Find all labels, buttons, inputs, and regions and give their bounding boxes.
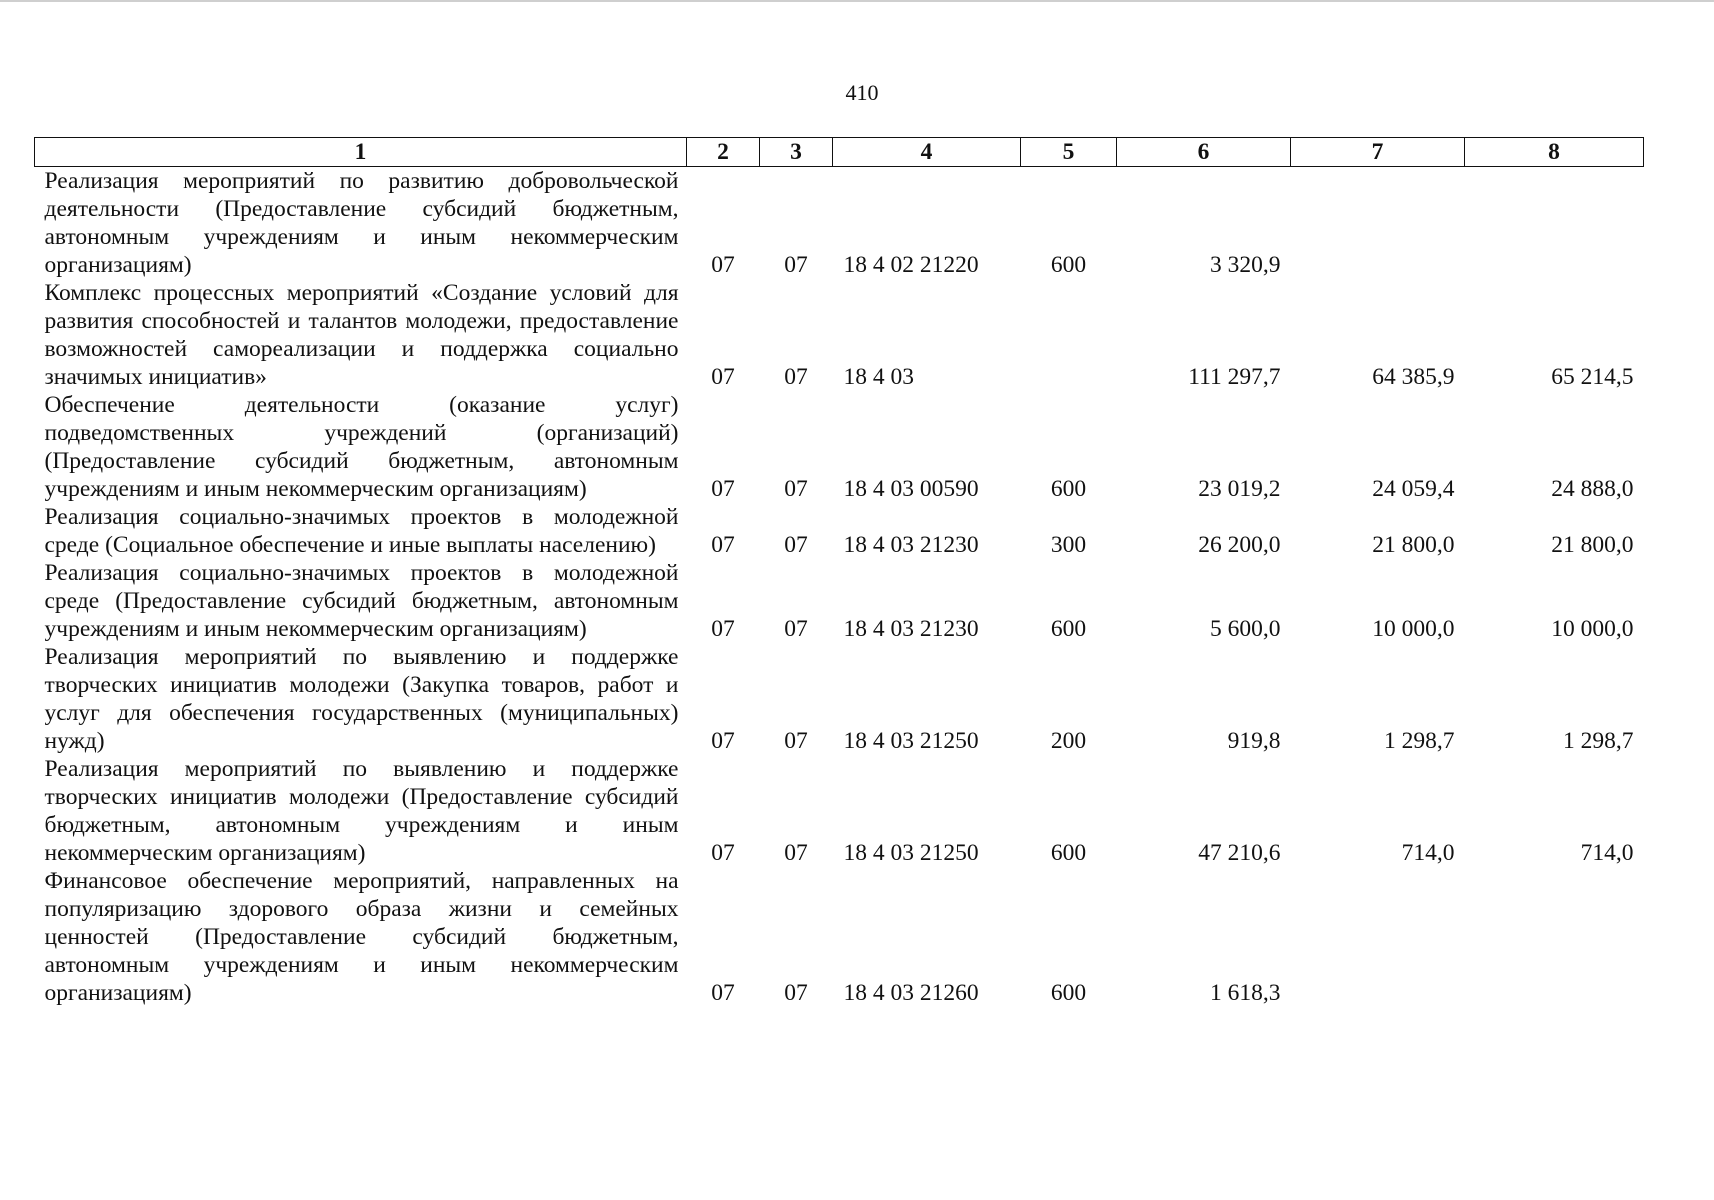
row-description: Реализация мероприятий по выявлению и поддержке творческих инициатив молодежи (Закупка товаров, работ и услуг для обеспечения государственных (муниципальных) нужд) xyxy=(44,644,679,754)
row-section: 07 xyxy=(711,616,735,642)
row-section: 07 xyxy=(711,252,735,278)
row-description: Финансовое обеспечение мероприятий, направленных на популяризацию здорового образа жизни и семейных ценностей (Предоставление субсидий бюджетным, автономным учреждениям и иным некоммерческим организациям) xyxy=(44,868,679,1006)
header-col-7: 7 xyxy=(1291,138,1465,167)
row-amount-7: 21 800,0 xyxy=(1372,532,1455,558)
header-col-2: 2 xyxy=(687,138,760,167)
table-row xyxy=(35,755,1644,867)
row-amount-8: 714,0 xyxy=(1580,840,1634,866)
row-amount-8: 10 000,0 xyxy=(1551,616,1634,642)
row-amount-6: 1 618,3 xyxy=(1210,980,1281,1006)
table-row xyxy=(35,867,1644,1007)
row-description: Реализация мероприятий по развитию добровольческой деятельности (Предоставление субсидий бюджетным, автономным учреждениям и иным некоммерческим организациям) xyxy=(44,168,679,278)
row-amount-7: 64 385,9 xyxy=(1372,364,1455,390)
row-section: 07 xyxy=(711,980,735,1006)
header-col-1: 1 xyxy=(35,138,687,167)
header-col-8: 8 xyxy=(1465,138,1644,167)
row-subsection: 07 xyxy=(784,476,808,502)
row-expense-type: 600 xyxy=(1050,616,1087,642)
header-col-6: 6 xyxy=(1117,138,1291,167)
row-description: Комплекс процессных мероприятий «Создание условий для развития способностей и талантов молодежи, предоставление возможностей самореализации и поддержка социально значимых инициатив» xyxy=(44,280,679,390)
table-row xyxy=(35,279,1644,391)
row-target-code: 18 4 03 21260 xyxy=(843,980,979,1006)
row-subsection: 07 xyxy=(784,616,808,642)
row-amount-7 xyxy=(1291,867,1465,1007)
row-subsection: 07 xyxy=(784,728,808,754)
row-amount-7 xyxy=(1291,167,1465,280)
row-amount-7: 10 000,0 xyxy=(1372,616,1455,642)
row-amount-6: 111 297,7 xyxy=(1188,364,1281,390)
row-expense-type: 600 xyxy=(1050,252,1087,278)
row-section: 07 xyxy=(711,840,735,866)
header-col-5: 5 xyxy=(1021,138,1117,167)
table-row xyxy=(35,503,1644,559)
row-target-code: 18 4 03 21250 xyxy=(843,728,979,754)
row-subsection: 07 xyxy=(784,532,808,558)
row-expense-type: 600 xyxy=(1050,980,1087,1006)
row-amount-6: 47 210,6 xyxy=(1198,840,1281,866)
row-amount-7: 714,0 xyxy=(1401,840,1455,866)
table-row xyxy=(35,643,1644,755)
table-row xyxy=(35,559,1644,643)
row-section: 07 xyxy=(711,476,735,502)
row-target-code: 18 4 03 21230 xyxy=(843,532,979,558)
row-description: Реализация мероприятий по выявлению и поддержке творческих инициатив молодежи (Предоставление субсидий бюджетным, автономным учреждениям и иным некоммерческим организациям) xyxy=(44,756,679,866)
table-row xyxy=(35,167,1644,280)
row-subsection: 07 xyxy=(784,252,808,278)
row-amount-6: 919,8 xyxy=(1227,728,1281,754)
row-description: Обеспечение деятельности (оказание услуг) подведомственных учреждений (организаций) (Предоставление субсидий бюджетным, автономным учреждениям и иным некоммерческим организациям) xyxy=(44,392,679,502)
table-row xyxy=(35,391,1644,503)
row-subsection: 07 xyxy=(784,980,808,1006)
header-row xyxy=(35,138,1644,167)
row-target-code: 18 4 03 00590 xyxy=(843,476,979,502)
row-amount-8 xyxy=(1465,867,1644,1007)
row-amount-8: 65 214,5 xyxy=(1551,364,1634,390)
row-amount-8: 24 888,0 xyxy=(1551,476,1634,502)
row-amount-8 xyxy=(1465,167,1644,280)
row-subsection: 07 xyxy=(784,840,808,866)
row-amount-8: 1 298,7 xyxy=(1563,728,1634,754)
row-amount-6: 5 600,0 xyxy=(1210,616,1281,642)
row-section: 07 xyxy=(711,532,735,558)
row-amount-7: 1 298,7 xyxy=(1384,728,1455,754)
row-section: 07 xyxy=(711,364,735,390)
row-amount-6: 3 320,9 xyxy=(1210,252,1281,278)
row-expense-type xyxy=(1021,279,1117,391)
row-amount-6: 26 200,0 xyxy=(1198,532,1281,558)
row-target-code: 18 4 03 21230 xyxy=(843,616,979,642)
row-section: 07 xyxy=(711,728,735,754)
row-amount-8: 21 800,0 xyxy=(1551,532,1634,558)
scan-edge-line xyxy=(0,0,1714,2)
row-expense-type: 600 xyxy=(1050,840,1087,866)
header-col-4: 4 xyxy=(833,138,1021,167)
row-expense-type: 200 xyxy=(1050,728,1087,754)
row-description: Реализация социально-значимых проектов в молодежной среде (Социальное обеспечение и иные выплаты населению) xyxy=(44,504,679,558)
row-expense-type: 300 xyxy=(1050,532,1087,558)
header-col-3: 3 xyxy=(760,138,833,167)
row-target-code: 18 4 03 21250 xyxy=(843,840,979,866)
row-target-code: 18 4 03 xyxy=(843,364,914,390)
row-target-code: 18 4 02 21220 xyxy=(843,252,979,278)
row-subsection: 07 xyxy=(784,364,808,390)
row-expense-type: 600 xyxy=(1050,476,1087,502)
row-amount-6: 23 019,2 xyxy=(1198,476,1281,502)
row-amount-7: 24 059,4 xyxy=(1372,476,1455,502)
page-number: 410 xyxy=(845,80,879,105)
budget-table xyxy=(34,137,1644,1007)
row-description: Реализация социально-значимых проектов в молодежной среде (Предоставление субсидий бюджетным, автономным учреждениям и иным некоммерческим организациям) xyxy=(44,560,679,642)
